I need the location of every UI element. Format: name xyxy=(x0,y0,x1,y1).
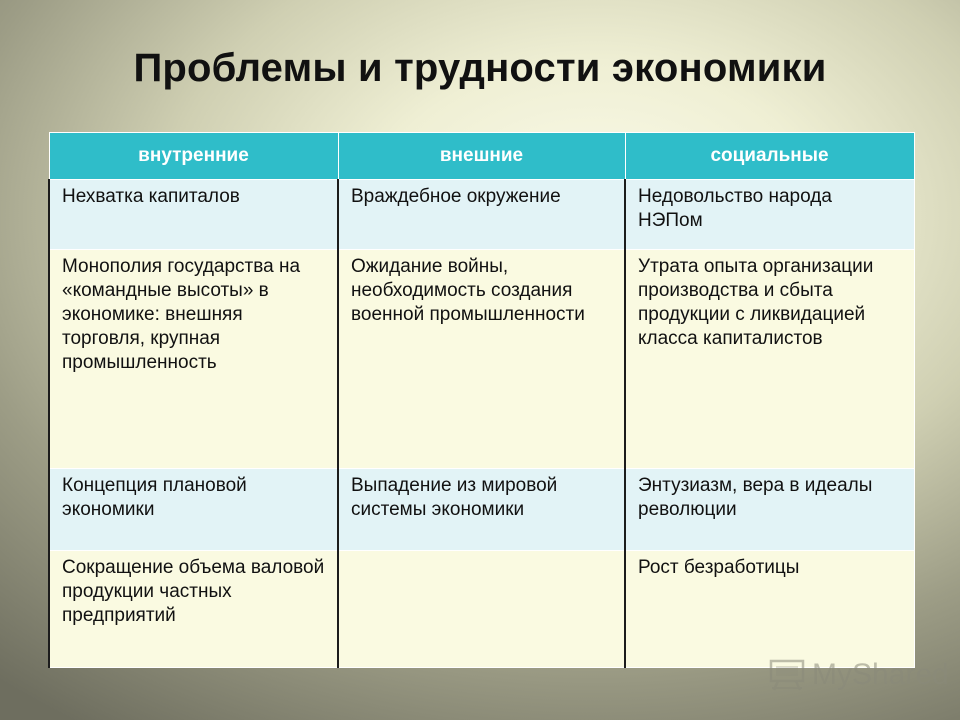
table-cell: Ожидание войны, необходимость создания военной промышленности xyxy=(338,250,625,469)
watermark-text: MyShared xyxy=(812,658,949,691)
table-cell: Нехватка капиталов xyxy=(49,180,338,250)
table-cell: Враждебное окружение xyxy=(338,180,625,250)
table-cell: Концепция плановой экономики xyxy=(49,469,338,551)
header-external: внешние xyxy=(338,133,625,180)
table-cell: Монополия государства на «командные высоты» в экономике: внешняя торговля, крупная промышленность xyxy=(49,250,338,469)
table-cell: Утрата опыта организации производства и сбыта продукции с ликвидацией класса капиталистов xyxy=(625,250,914,469)
table-row xyxy=(49,180,914,250)
problems-table xyxy=(48,132,915,668)
page-title: Проблемы и трудности экономики xyxy=(133,46,827,90)
table-cell: Выпадение из мировой системы экономики xyxy=(338,469,625,551)
table-row xyxy=(49,250,914,469)
table-cell: Энтузиазм, вера в идеалы революции xyxy=(625,469,914,551)
classroom-icon xyxy=(768,658,806,692)
watermark xyxy=(768,655,949,695)
table-cell: Недовольство народа НЭПом xyxy=(625,180,914,250)
table-cell: Сокращение объема валовой продукции частных предприятий xyxy=(49,551,338,668)
table-row xyxy=(49,551,914,668)
header-social: социальные xyxy=(625,133,914,180)
table-cell: Рост безработицы xyxy=(625,551,914,668)
header-internal: внутренние xyxy=(49,133,338,180)
table-cell xyxy=(338,551,625,668)
table-header-row xyxy=(49,133,914,180)
table-row xyxy=(49,469,914,551)
